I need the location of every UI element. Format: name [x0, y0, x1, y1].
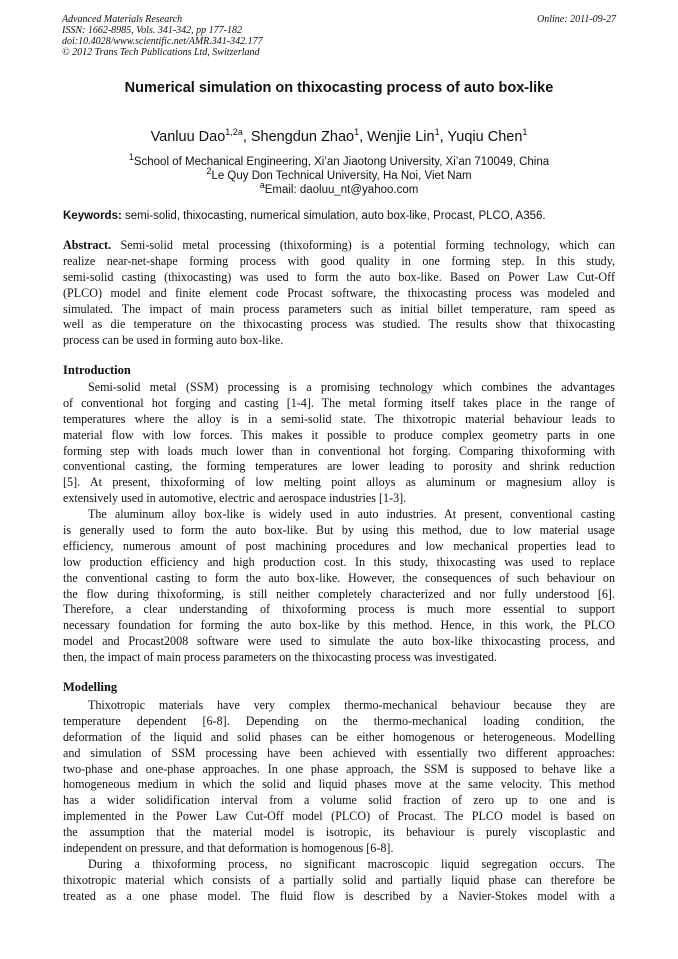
text-line: is generally used to form the auto box-like. But by using this method, due to low material usage [63, 523, 615, 538]
affiliation-text: Le Quy Don Technical University, Ha Noi, Viet Nam [211, 170, 472, 182]
doi-line: doi:10.4028/www.scientific.net/AMR.341-342.177 [62, 36, 263, 47]
text-line: the flow during thixoforming, is still neither completely characterized and nor fully understood [6]. [63, 586, 615, 601]
author-affiliation-mark: 1 [434, 127, 440, 138]
introduction-paragraph-1 [63, 380, 615, 666]
text-line: [5]. At present, thixoforming of low melting point alloys as aluminum or magnesium alloy is [63, 475, 615, 490]
abstract-line: process can be used in forming auto box-like. [63, 333, 284, 348]
modelling-paragraphs [63, 698, 615, 905]
issn-line: ISSN: 1662-8985, Vols. 341-342, pp 177-182 [62, 25, 242, 36]
text-line: Thixotropic materials have very complex thermo-mechanical behaviour because they are [88, 698, 615, 712]
author-separator: , [359, 129, 368, 145]
abstract-line [63, 238, 615, 254]
text-line: During a thixoforming process, no significant macroscopic liquid segregation occurs. The [88, 856, 615, 871]
text-line: Therefore, a clear understanding of thixoforming process is much more essential to support [63, 602, 615, 617]
paper-title: Numerical simulation on thixocasting process of auto box-like [124, 80, 554, 96]
author-list [40, 129, 638, 145]
text-line: deformation of the liquid and solid phases can be either homogenous or heterogeneous. Modelling [63, 729, 615, 744]
text-line: treated as a one phase model. The fluid flow is described by a Navier-Stokes model with a [63, 888, 615, 903]
abstract-line: well as die temperature on the thixocasting process was studied. The results show that thixocasting [63, 317, 615, 332]
keywords-text: semi-solid, thixocasting, numerical simulation, auto box-like, Procast, PLCO, A356. [125, 210, 546, 222]
text-line: homogeneous medium in which the solid and liquid phases move at the same velocity. This method [63, 777, 615, 792]
text-line: The aluminum alloy box-like is widely used in auto industries. At present, conventional casting [88, 507, 615, 522]
text-line: and simulation of SSM processing have been achieved with essentially two different approaches: [63, 745, 615, 760]
text-line: temperature dependent [6-8]. Depending on the thermo-mechanical loading condition, the [63, 713, 615, 728]
journal-header [62, 14, 616, 58]
abstract-line: (PLCO) model and finite element code Procast software, the thixocasting process was modeled and [63, 285, 615, 300]
text-line: then, the impact of main process parameters on the thixocasting process was investigated. [63, 650, 497, 665]
text-line: the conventional casting to form the auto box-like. However, the consequences of such behaviour on [63, 570, 615, 585]
author-email [40, 180, 638, 197]
affiliation-1 [40, 152, 638, 169]
section-heading-modelling: Modelling [63, 680, 118, 694]
text-line: forming step with loads much lower than in conventional hot forging. Comparing thixoforming with [63, 443, 615, 458]
abstract-line: realize near-net-shape forming process with good quality in one forming step. In this study, [63, 253, 615, 268]
abstract-line: semi-solid casting (thixocasting) was used to form the auto box-like. Based on Power Law Cut-Off [63, 269, 615, 284]
affiliation-text: School of Mechanical Engineering, Xi’an Jiaotong University, Xi’an 710049, China [133, 156, 550, 168]
author-name: Shengdun Zhao [250, 129, 355, 145]
text-line: has a wider solidification interval from a volume solid fraction of zero up to one and is [63, 793, 615, 808]
text-line: independent on pressure, and that deformation is homogenous [6-8]. [63, 841, 394, 856]
text-line: two-phase and one-phase approaches. In one phase approach, the SSM is supposed to behave like a [63, 761, 615, 776]
author-affiliation-mark: 1,2a [225, 127, 243, 138]
online-date: Online: 2011-09-27 [537, 14, 616, 25]
keywords-line [63, 210, 615, 222]
affiliation-text: Email: daoluu_nt@yahoo.com [264, 184, 419, 196]
text-line: implemented in the Power Law Cut-Off model (PLCO) of Procast. The PLCO model is based on [63, 809, 615, 824]
author-name: Vanluu Dao [150, 129, 226, 145]
text-line: of conventional hot forging and casting [1-4]. The metal forming itself takes place in the range of [63, 395, 615, 410]
affiliation-mark: 2 [206, 166, 212, 177]
text-line: Semi-solid metal (SSM) processing is a promising technology which combines the advantages [88, 380, 615, 394]
text-line: extensively used in automotive, electric and aerospace industries [1-3]. [63, 491, 407, 506]
abstract-line: simulated. The impact of main process parameters such as initial billet temperature, ram speed as [63, 301, 615, 316]
text-line: material flow with low forces. This makes it possible to produce complex geometry parts in one [63, 427, 615, 442]
text-line: temperatures where the alloy is in a semi-solid state. The thixotropic material behaviour leads to [63, 411, 615, 426]
affiliation-mark: a [259, 180, 265, 191]
affiliation-2 [40, 166, 638, 183]
abstract-text: Semi-solid metal processing (thixoforming) is a potential forming technology, which can [120, 238, 615, 252]
author-separator: , [439, 129, 448, 145]
abstract [63, 238, 615, 349]
author-separator: , [242, 129, 251, 145]
text-line: necessary foundation for forming the auto box-like by this method. Hence, in this work, the PLCO [63, 618, 615, 633]
copyright-line: © 2012 Trans Tech Publications Ltd, Switzerland [62, 47, 260, 58]
journal-name: Advanced Materials Research [62, 14, 183, 25]
author-name: Yuqiu Chen [447, 129, 523, 145]
author-affiliation-mark: 1 [354, 127, 360, 138]
text-line: conventional casting, the forming temperatures are lower leading to porosity and shrink reduction [63, 459, 615, 474]
text-line: the assumption that the material model is isotropic, its behaviour is purely viscoplastic and [63, 825, 615, 840]
author-affiliation-mark: 1 [522, 127, 528, 138]
author-name: Wenjie Lin [367, 129, 435, 145]
text-line: low production efficiency and high production cost. In this study, thixocasting was used to replace [63, 554, 615, 569]
text-line: model and Procast2008 software were used to simulate the auto box-like thixocasting process, and [63, 634, 615, 649]
section-heading-introduction: Introduction [63, 363, 131, 377]
affiliation-mark: 1 [128, 152, 134, 163]
text-line: efficiency, numerous amount of post machining procedures and low mechanical properties lead to [63, 538, 615, 553]
abstract-label: Abstract. [63, 238, 112, 252]
text-line: thixotropic material which consists of a partially solid and partially liquid phase can therefore be [63, 872, 615, 887]
keywords-label: Keywords: [63, 210, 122, 222]
